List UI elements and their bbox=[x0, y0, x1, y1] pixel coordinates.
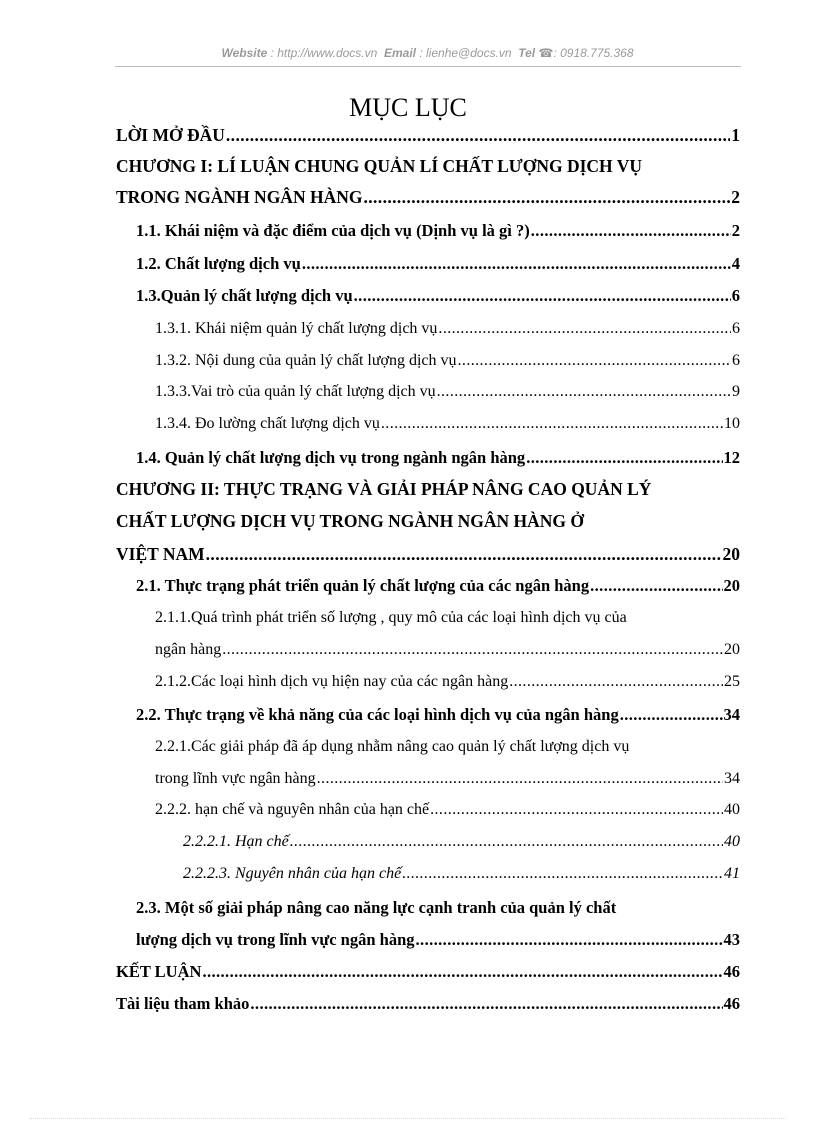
toc-entry-text: 2.1. Thực trạng phát triển quản lý chất lượng của các ngân hàng bbox=[136, 576, 590, 595]
toc-page-number: 1 bbox=[731, 125, 740, 145]
toc-entry-text: 2.1.2.Các loại hình dịch vụ hiện nay của các ngân hàng bbox=[155, 673, 509, 690]
toc-entry-text: TRONG NGÀNH NGÂN HÀNG bbox=[116, 187, 363, 207]
toc-entry-1-3[interactable] bbox=[136, 285, 740, 307]
toc-entry-2-2-2-1[interactable] bbox=[183, 831, 740, 853]
toc-page-number: 40 bbox=[724, 833, 740, 850]
dot-leader bbox=[206, 543, 722, 565]
toc-page-number: 12 bbox=[723, 448, 740, 467]
toc-page-number: 4 bbox=[731, 254, 740, 273]
toc-entry-text: 2.2.2.1. Hạn chế bbox=[183, 833, 289, 850]
toc-page-number: 20 bbox=[724, 641, 740, 658]
dot-leader bbox=[458, 350, 731, 372]
dot-leader bbox=[250, 993, 722, 1015]
dot-leader bbox=[302, 253, 731, 275]
toc-entry-conclusion[interactable] bbox=[116, 961, 740, 983]
toc-entry-text: VIỆT NAM bbox=[116, 544, 205, 564]
toc-entry-text: 1.3.1. Khái niệm quản lý chất lượng dịch vụ bbox=[155, 320, 438, 337]
toc-entry-text: Tài liệu tham khảo bbox=[116, 994, 250, 1013]
toc-entry-preface[interactable] bbox=[116, 124, 740, 146]
toc-entry-2-2[interactable] bbox=[136, 704, 740, 726]
toc-entry-chapter-1[interactable] bbox=[116, 186, 740, 208]
toc-entry-text: KẾT LUẬN bbox=[116, 962, 202, 981]
dot-leader bbox=[202, 961, 722, 983]
toc-entry-1-1[interactable] bbox=[136, 220, 740, 242]
dot-leader bbox=[354, 285, 731, 307]
toc-entry-2-2-2[interactable] bbox=[155, 799, 740, 821]
toc-entry-1-3-1[interactable] bbox=[155, 318, 740, 340]
toc-page-number: 2 bbox=[731, 221, 740, 240]
dot-leader bbox=[430, 799, 723, 821]
toc-page-number: 34 bbox=[724, 770, 740, 787]
dot-leader bbox=[381, 413, 723, 435]
toc-entry-1-3-4[interactable] bbox=[155, 413, 740, 435]
toc-entry-2-3-line1[interactable]: 2.3. Một số giải pháp nâng cao năng lực cạnh tranh của quản lý chất bbox=[136, 898, 617, 917]
toc-entry-chapter-1-line1[interactable]: CHƯƠNG I: LÍ LUẬN CHUNG QUẢN LÍ CHẤT LƯỢNG DỊCH VỤ bbox=[116, 156, 643, 176]
toc-page-number: 46 bbox=[723, 994, 740, 1013]
toc-entry-text: 2.2. Thực trạng về khả năng của các loại hình dịch vụ của ngân hàng bbox=[136, 705, 619, 724]
toc-entry-text: 1.1. Khái niệm và đặc điểm của dịch vụ (Dịnh vụ là gì ?) bbox=[136, 221, 530, 240]
toc-entry-text: 2.2.2. hạn chế và nguyên nhân của hạn chế bbox=[155, 801, 430, 818]
toc-entry-text: 1.4. Quản lý chất lượng dịch vụ trong ngành ngân hàng bbox=[136, 448, 526, 467]
toc-page-number: 34 bbox=[723, 705, 740, 724]
dot-leader bbox=[438, 318, 731, 340]
toc-page-number: 6 bbox=[731, 286, 740, 305]
dot-leader bbox=[402, 863, 723, 885]
toc-entry-1-3-2[interactable] bbox=[155, 350, 740, 372]
toc-entry-text: 2.2.2.3. Nguyên nhân của hạn chế bbox=[183, 865, 402, 882]
toc-entry-text: LỜI MỞ ĐẦU bbox=[116, 125, 225, 145]
toc-entry-text: 1.3.Quản lý chất lượng dịch vụ bbox=[136, 286, 353, 305]
toc-page-number: 10 bbox=[724, 415, 740, 432]
toc-entry-references[interactable] bbox=[116, 993, 740, 1015]
dot-leader bbox=[620, 704, 723, 726]
email-address[interactable]: : lienhe@docs.vn bbox=[419, 46, 512, 60]
toc-entry-chapter-2-line1[interactable]: CHƯƠNG II: THỰC TRẠNG VÀ GIẢI PHÁP NÂNG CAO QUẢN LÝ bbox=[116, 479, 652, 499]
toc-page-number: 46 bbox=[723, 962, 740, 981]
dot-leader bbox=[317, 768, 723, 790]
tel-label: Tel bbox=[518, 46, 536, 60]
toc-entry-1-3-3[interactable] bbox=[155, 381, 740, 403]
toc-entry-chapter-2-line2[interactable]: CHẤT LƯỢNG DỊCH VỤ TRONG NGÀNH NGÂN HÀNG Ở bbox=[116, 511, 584, 531]
toc-entry-text: 1.3.3.Vai trò của quản lý chất lượng dịch vụ bbox=[155, 383, 436, 400]
toc-entry-chapter-2[interactable] bbox=[116, 543, 740, 565]
website-label: Website bbox=[221, 46, 268, 60]
dot-leader bbox=[509, 671, 723, 693]
toc-page-number: 25 bbox=[724, 673, 740, 690]
toc-page-number: 43 bbox=[723, 930, 740, 949]
dot-leader bbox=[290, 831, 723, 853]
toc-page-number: 40 bbox=[724, 801, 740, 818]
toc-entry-2-2-1-line1[interactable]: 2.2.1.Các giải pháp đã áp dụng nhằm nâng cao quản lý chất lượng dịch vụ bbox=[155, 738, 630, 755]
toc-entry-2-1-1-line1[interactable]: 2.1.1.Quá trình phát triển số lượng , quy mô của các loại hình dịch vụ của bbox=[155, 609, 627, 626]
website-url[interactable]: : http://www.docs.vn bbox=[270, 46, 378, 60]
toc-entry-1-4[interactable] bbox=[136, 447, 740, 469]
dot-leader bbox=[226, 124, 730, 146]
toc-page-number: 2 bbox=[731, 187, 740, 207]
page-header bbox=[115, 46, 740, 60]
toc-entry-2-1-2[interactable] bbox=[155, 671, 740, 693]
dot-leader bbox=[526, 447, 722, 469]
page-bottom-divider bbox=[30, 1118, 786, 1119]
toc-page-number: 41 bbox=[724, 865, 740, 882]
header-divider bbox=[115, 66, 741, 67]
dot-leader bbox=[437, 381, 731, 403]
phone-icon: ☎ bbox=[538, 46, 554, 60]
dot-leader bbox=[590, 575, 722, 597]
toc-entry-text: trong lĩnh vực ngân hàng bbox=[155, 770, 316, 787]
dot-leader bbox=[222, 639, 723, 661]
email-label: Email bbox=[383, 46, 416, 60]
dot-leader bbox=[363, 186, 730, 208]
toc-entry-text: 1.3.2. Nội dung của quản lý chất lượng dịch vụ bbox=[155, 352, 457, 369]
toc-entry-1-2[interactable] bbox=[136, 253, 740, 275]
toc-page-number: 9 bbox=[732, 383, 740, 400]
toc-entry-2-2-1[interactable] bbox=[155, 768, 740, 790]
toc-entry-2-1-1[interactable] bbox=[155, 639, 740, 661]
toc-entry-text: 1.2. Chất lượng dịch vụ bbox=[136, 254, 301, 273]
toc-entry-text: 1.3.4. Đo lường chất lượng dịch vụ bbox=[155, 415, 380, 432]
toc-entry-2-3[interactable] bbox=[136, 929, 740, 951]
toc-entry-text: lượng dịch vụ trong lĩnh vực ngân hàng bbox=[136, 930, 415, 949]
toc-page-number: 6 bbox=[732, 320, 740, 337]
toc-entry-2-1[interactable] bbox=[136, 575, 740, 597]
toc-entry-text: ngân hàng bbox=[155, 641, 222, 658]
toc-title: MỤC LỤC bbox=[349, 93, 467, 122]
dot-leader bbox=[416, 929, 723, 951]
toc-page-number: 20 bbox=[722, 544, 740, 564]
phone-number: : 0918.775.368 bbox=[553, 46, 634, 60]
toc-page-number: 6 bbox=[732, 352, 740, 369]
toc-entry-2-2-2-3[interactable] bbox=[183, 863, 740, 885]
dot-leader bbox=[531, 220, 731, 242]
toc-page-number: 20 bbox=[723, 576, 740, 595]
